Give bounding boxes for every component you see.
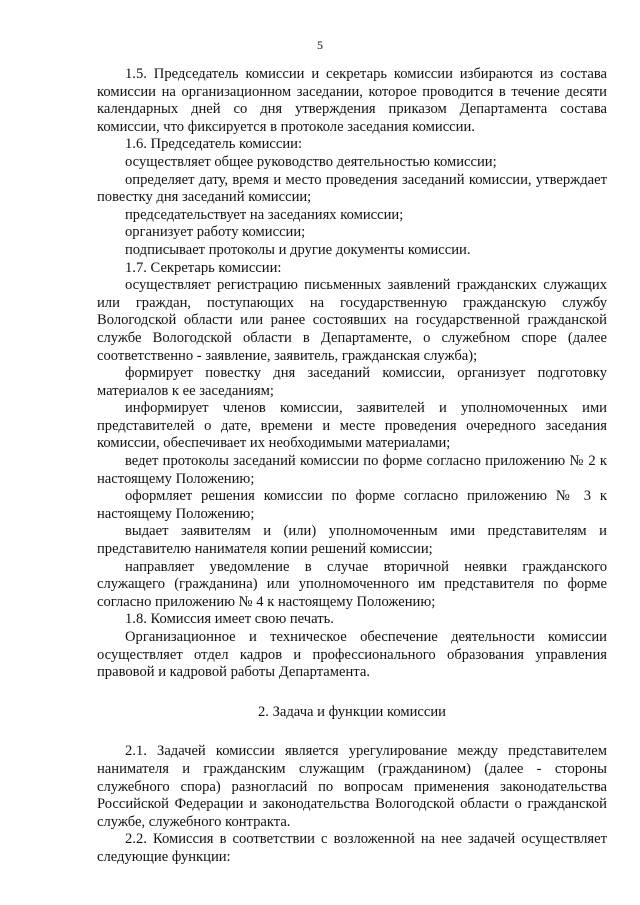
secretary-duty-copies: выдает заявителям и (или) уполномоченным ими представителям и представителю нанимателя копии решений комиссии; <box>97 523 607 558</box>
secretary-duty-minutes: ведет протоколы заседаний комиссии по форме согласно приложению № 2 к настоящему Положению; <box>97 453 607 487</box>
paragraph-1-7-heading: 1.7. Секретарь комиссии: <box>125 259 282 276</box>
chair-duty-preside: председательствует на заседаниях комиссии; <box>125 206 404 223</box>
chair-duty-schedule: определяет дату, время и место проведения заседаний комиссии, утверждает повестку дня заседаний комиссии; <box>97 171 607 206</box>
chair-duty-organize: организует работу комиссии; <box>125 224 306 241</box>
paragraph-1-5: 1.5. Председатель комиссии и секретарь комиссии избираются из состава комиссии на организационном заседании, которое проводится в течение десяти календарных дней со дня утверждения приказом Департамента состава комиссии, что фиксируется в протоколе заседания комиссии. <box>97 66 607 135</box>
paragraph-1-6-heading: 1.6. Председатель комиссии: <box>125 136 303 153</box>
secretary-duty-inform: информирует членов комиссии, заявителей и уполномоченных ими представителей о дате, времени и месте проведения очередного заседания комиссии, обеспечивает их необходимыми материалами; <box>97 400 607 452</box>
section-title: 2. Задача и функции комиссии <box>258 703 446 720</box>
document-body <box>97 66 607 867</box>
secretary-duty-agenda: формирует повестку дня заседаний комиссии, организует подготовку материалов к ее заседаниям; <box>97 365 607 399</box>
chair-duty-sign: подписывает протоколы и другие документы комиссии. <box>125 241 471 258</box>
page-number: 5 <box>317 38 323 52</box>
chair-duty-general-management: осуществляет общее руководство деятельностью комиссии; <box>125 153 497 170</box>
secretary-duty-decisions: оформляет решения комиссии по форме согласно приложению № 3 к настоящему Положению; <box>97 488 607 522</box>
paragraph-1-8: 1.8. Комиссия имеет свою печать. <box>125 611 334 628</box>
secretary-duty-notice: направляет уведомление в случае вторичной неявки гражданского служащего (гражданина) или уполномоченного им представителя по форме согласно приложению № 4 к настоящему Положению; <box>97 558 607 610</box>
secretary-duty-registration: осуществляет регистрацию письменных заявлений гражданских служащих или граждан, поступающих на государственную гражданскую службу Вологодской области или ранее состоявших на государственной гражданской службе Вологодской области в Департаменте, о служебном споре (далее соответственно - заявление, заявитель, гражданская служба); <box>97 277 607 364</box>
paragraph-support: Организационное и техническое обеспечение деятельности комиссии осуществляет отдел кадров и профессионального образования управления правовой и кадровой работы Департамента. <box>97 629 607 681</box>
paragraph-2-2: 2.2. Комиссия в соответствии с возложенной на нее задачей осуществляет следующие функции: <box>97 831 607 865</box>
paragraph-2-1: 2.1. Задачей комиссии является урегулирование между представителем нанимателя и гражданским служащим (гражданином) (далее - стороны служебного спора) разногласий по вопросам применения законодательства Российской Федерации и законодательства Вологодской области о гражданской службе, служебного контракта. <box>97 743 607 830</box>
